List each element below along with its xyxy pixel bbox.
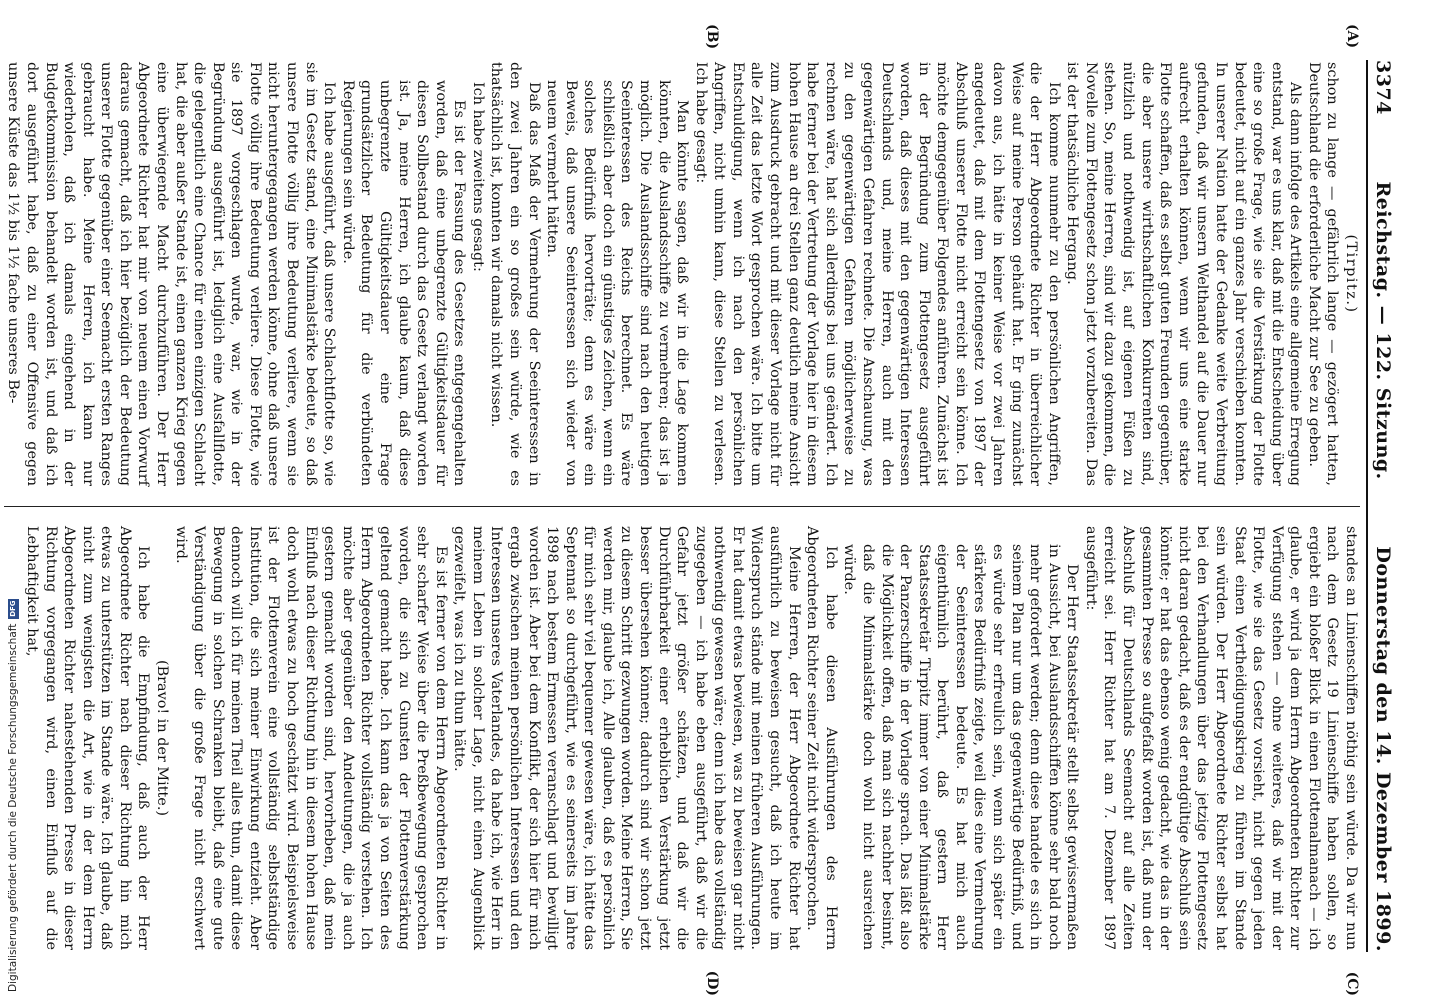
quoted-paragraph: Der Herr Staatssekretär stellt selbst gewissermaßen in Aussicht, bei Auslandsschiffen könne sehr bald noch mehr gefordert werden; denn diese handele es sich in seinem Plan nur um das gegenwärtige Bedürfniß, und es würde sehr erfreulich sein, wenn sich später ein stärkeres Bedürfniß zeigte, weil dies eine Vermehrung der Seeinteressen bedeute. Es hat mich auch eigenthümlich berührt, daß gestern Herr Staatssekretär Tirpitz immer von einer Minimalstärke der Panzerschiffe in der Vorlage sprach. Das läßt also die Möglichkeit offen, daß man sich nachher besinnt, daß die Minimalstärke doch wohl nicht ausreichen würde. (841, 544, 1081, 950)
page-header (1366, 60, 1394, 952)
session-title: Reichstag. — 122. Sitzung. (1372, 181, 1394, 480)
paragraph: Ich habe die Empfindung, daß auch der Herr Abgeordnete Richter nach dieser Richtung hin mich etwas zu unterstützen im Stande wäre. Ich glaube, daß nicht zum wenigsten die Art, wie in der dem Herrn Abgeordneten Richter nahestehenden Presse in dieser Richtung vorgegangen wird, einen Einfluß auf die Lebhaftigkeit hat, (23, 526, 152, 950)
paragraph: Es ist ferner von dem Herrn Abgeordneten Richter in sehr scharfer Weise über die Preßbewegung gesprochen worden, die sich zu Gunsten der Flottenverstärkung geltend gemacht habe. Ich kann das ja von Seiten des Herrn Abgeordneten Richter vollständig verstehen. Ich möchte aber gegenüber den Andeutungen, die ja auch gestern gemacht worden sind, hervorheben, daß mein Einfluß nach dieser Richtung hin in diesem hohen Hause doch wohl etwas zu hoch geschätzt wird. Beispielsweise ist der Flottenverein eine vollständig selbstständige Institution, die sich meiner Einwirkung entzieht. Aber dennoch will ich für meinen Theil alles thun, damit diese Bewegung in solchen Schranken bleibt, daß eine gute Verständigung über die große Frage nicht erschwert wird. (172, 526, 449, 950)
paragraph: Daß das Maß der Vermehrung der Seeinteressen in den zwei Jahren ein so großes sein würde, wie es thatsächlich ist, konnten wir damals nicht wissen. (488, 62, 542, 486)
paragraph: standes an Linienschiffen nöthig sein würde. Da wir nun nach dem Gesetz 19 Linienschiffe haben sollen, so ergiebt ein bloßer Blick in einen Flottenalmanach — ich glaube, er wird ja dem Herrn Abgeordneten Richter zur Verfügung stehen — ohne weiteres, daß wir mit der Flotte, wie sie das Gesetz vorsieht, nicht gegen jeden Staat einen Vertheidigungskrieg zu führen im Stande sein würden. Der Herr Abgeordnete Richter selbst hat bei den Verhandlungen über das jetzige Flottengesetz nicht daran gedacht, daß es der endgültige Abschluß sein könnte; er hat das ebenso wenig gedacht, wie das in der gesammten Presse so aufgefaßt worden ist, daß nun der Abschluß für Deutschlands Seemacht auf alle Zeiten erreicht sei. Herr Richter hat am 7. Dezember 1897 ausgeführt: (1082, 526, 1359, 950)
quoted-paragraph: Man könnte sagen, daß wir in die Lage kommen könnten, die Auslandsschiffe zu vermehren; das ist ja möglich. Die Auslandsschiffe sind nach den heutigen Seeinteressen des Reichs berechnet. Es wäre schließlich aber doch ein günstiges Zeichen, wenn ein solches Bedürfniß hervorträte; denn es wäre ein Beweis, daß unsere Seeinteressen sich wieder von neuem vermehrt hätten. (544, 80, 691, 486)
margin-marker-b: (B) (704, 24, 720, 50)
paragraph: Ich habe zweitens gesagt: (469, 82, 486, 272)
speaker-name: (Tirpitz.) (1343, 234, 1359, 314)
paragraph: Als dann infolge des Artikels eine allgemeine Erregung entstand, war es uns klar, daß mit die Entscheidung über eine so große Frage, wie sie die Verstärkung der Flotte bedeutet, nicht auf ein ganzes Jahr verschieben konnten. In unserer Nation hatte der Gedanke weite Verbreitung gefunden, daß wir unsern Welthandel auf die Dauer nur aufrecht erhalten können, wenn wir uns eine starke Flotte schaffen, daß es selbst guten Freunden gegenüber, die aber unsere wirthschaftlichen Konkurrenten sind, nützlich und nothwendig ist, auf eigenen Füßen zu stehen. So, meine Herren, sind wir dazu gekommen, die Novelle zum Flottengesetz schon jetzt vorzubereiten. Das ist der thatsächliche Hergang. (1064, 62, 1304, 486)
paragraph: Meine Herren, der Herr Abgeordnete Richter hat ausführlich zu beweisen gesucht, daß ich heute im Widerspruch stände mit meinen früheren Ausführungen. Er hat damit etwas bewiesen, was zu beweisen gar nicht nothwendig gewesen wäre; denn ich habe das vollständig zugegeben — ich habe eben ausgeführt, daß wir die Gefahr jetzt größer schätzen, und daß wir die Durchführbarkeit einer erheblichen Verstärkung jetzt besser übersehen können; dadurch sind wir schon jetzt zu diesem Schritt gezwungen worden. Meine Herren, Sie werden mir, glaube ich, Alle glauben, daß es persönlich für mich sehr viel bequemer gewesen wäre, ich hätte das Septennat so durchgeführt, wie es seinerseits im Jahre 1898 nach bestem Ermessen veranschlagt und bewilligt worden ist. Aber bei dem Konflikt, der sich hier für mich ergab zwischen meinen persönlichen Interessen und den Interessen unseres Vaterlandes, da habe ich, wie Herr in meinem Leben in solcher Lage, nicht einen Augenblick gezweifelt, was ich zu thun hätte. (451, 526, 802, 950)
paragraph: schon zu lange — gefährlich lange — gezögert hatten, Deutschland die erforderliche Macht zur See zu geben. (1305, 62, 1341, 486)
margin-marker-d: (D) (704, 970, 720, 996)
margin-marker-c: (C) (1344, 971, 1360, 996)
dfg-logo: DFG (8, 600, 17, 617)
column-divider (4, 506, 1360, 507)
left-column (4, 42, 1360, 506)
session-date: Donnerstag den 14. Dezember 1899. (1372, 546, 1394, 952)
digitization-credit (7, 7, 19, 992)
paragraph: Ich habe diesen Ausführungen des Herrn Abgeordneten Richter seiner Zeit nicht widersprochen. (804, 526, 839, 950)
margin-marker-a: (A) (1344, 24, 1360, 49)
applause-note: (Bravo! in der Mitte.) (154, 659, 170, 817)
paragraph: Ich habe ausgeführt, daß unsere Schlachtflotte so, wie sie im Gesetz stand, eine Minimalstärke bedeute, so daß unsere Flotte völlig ihre Bedeutung verliere, wenn sie nicht heruntergegangen werden könne, ohne daß unsere Flotte völlig ihre Bedeutung verliere. Diese Flotte, wie sie 1897 vorgeschlagen wurde, war, wie in der Begründung ausgeführt ist, lediglich eine Ausfallflotte, die gelegentlich eine Chance für einen einzigen Schlacht hat, die aber außer Stande ist, einen ganzen Krieg gegen eine überwiegende Macht durchzuführen. Der Herr Abgeordnete Richter hat mir von neuem einen Vorwurf daraus gemacht, daß ich hier bezüglich der Bedeutung unserer Flotte gegenüber einer Seemacht ersten Ranges gebraucht habe. Meine Herren, ich kann nur wiederholen, daß ich damals eingehend in der Budgetkommission behandelt worden ist, und daß ich dort ausgeführt habe, daß zu einer Offensive gegen unsere Küste das 1½ bis 1½ fache unseres Be- (5, 62, 338, 486)
two-column-text (4, 24, 1360, 996)
right-column (4, 506, 1360, 970)
quoted-paragraph: Es ist der Fassung des Gesetzes entgegengehalten worden, daß eine unbegrenzte Gültigkeitsdauer für diesen Sollbestand durch das Gesetz verlangt worden ist. Ja, meine Herren, ich glaube kaum, daß diese unbegrenzte Gültigkeitsdauer eine Frage grundsätzlicher Bedeutung für die verbündeten Regierungen sein würde. (339, 80, 468, 486)
credit-text: Digitalisierung gefördert durch die Deutsche Forschungsgemeinschaft (7, 623, 19, 992)
paragraph: Ich komme nunmehr zu den persönlichen Angriffen, die der Herr Abgeordnete Richter in überreichlicher Weise auf meine Person gehäuft hat. Er ging zunächst davon aus, ich hätte in keiner Weise vor zwei Jahren angedeutet, daß mit dem Flottengesetz von 1897 der Abschluß unserer Flotte nicht erreicht sein könne. Ich möchte demgegenüber Folgendes anführen. Zunächst ist in der Begründung zum Flottengesetz ausgeführt worden, daß dieses mit den gegenwärtigen Interessen Deutschlands und, meine Herren, auch mit den gegenwärtigen Gefahren rechnete. Die Anschauung, was zu den gegenwärtigen Gefahren möglicherweise zu rechnen wäre, hat sich allerdings bei uns geändert. Ich habe ferner bei der Vertretung der Vorlage hier in diesem hohen Hause an drei Stellen ganz deutlich meine Ansicht zum Ausdruck gebracht und mit dieser Vorlage nicht für alle Zeit das letzte Wort gesprochen wäre. Ich bitte um Entschuldigung, wenn ich nach den persönlichen Angriffen, nicht umhin kann, diese Stellen zu verlesen. Ich habe gesagt: (692, 62, 1062, 486)
page-number: 3374 (1372, 60, 1394, 115)
